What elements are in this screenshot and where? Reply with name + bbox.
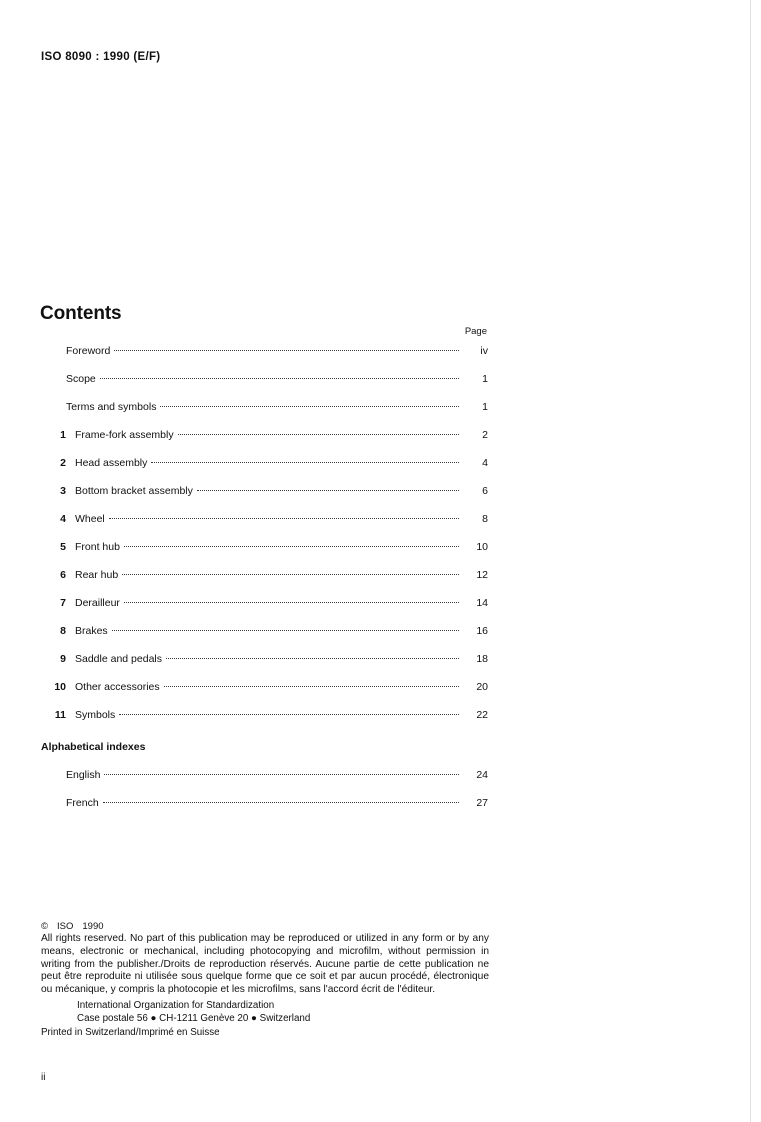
toc-entry-label: Wheel [75,513,105,525]
leader-dots [112,629,459,631]
leader-dots [104,773,459,775]
toc-entry-page-number: 16 [476,625,488,637]
alphabetical-indexes-heading: Alphabetical indexes [41,741,146,753]
leader-dots [166,657,459,659]
toc-entry-page-number: 14 [476,597,488,609]
address-line-2: Case postale 56 ● CH-1211 Genève 20 ● Switzerland [77,1012,311,1024]
toc-entry-label: Scope [66,373,96,385]
toc-entry-page-number: 10 [476,541,488,553]
toc-entry-label: Brakes [75,625,108,637]
leader-dots [124,545,459,547]
toc-entry-row[interactable] [41,429,488,457]
toc-entry-number: 3 [60,485,66,497]
toc-entry-page-number: 6 [482,485,488,497]
iso-address [41,1000,491,1025]
toc-entry-number: 11 [54,709,66,721]
toc-entry-page-number: 18 [476,653,488,665]
toc-entry-row[interactable] [41,625,488,653]
toc-entry-page-number: 12 [476,569,488,581]
index-entry-row[interactable] [41,797,488,825]
toc-entry-row[interactable] [41,597,488,625]
printed-in-line: Printed in Switzerland/Imprimé en Suisse [41,1027,220,1039]
toc-entry-number: 6 [60,569,66,581]
leader-dots [103,801,459,803]
toc-entry-row[interactable] [41,513,488,541]
index-entry-label: French [66,797,99,809]
copyright-text: All rights reserved. No part of this publication may be reproduced or utilized in any form or by any means, electronic or mechanical, including photocopying and microfilm, without permission in writing from the publisher./Droits de reproduction réservés. Aucune partie de cette publication ne peut être reproduite ni utilisée sous quelque forme que ce soit et par aucun procédé, électronique ou mécanique, y compris la photocopie et les microfilms, sans l'accord écrit de l'éditeur. [41,933,489,996]
copyright-block [41,921,491,1038]
toc-entry-row[interactable] [41,345,488,373]
toc-entry-number: 4 [60,513,66,525]
toc-entry-label: Other accessories [75,681,160,693]
toc-entry-page-number: 2 [482,429,488,441]
toc-entry-page-number: 22 [476,709,488,721]
toc-entry-label: Rear hub [75,569,119,581]
toc-entry-label: Frame-fork assembly [75,429,174,441]
toc-entry-number: 5 [60,541,66,553]
address-line-1: International Organization for Standardization [77,999,275,1011]
page-column-header: Page [464,326,487,337]
toc-entry-page-number: 1 [482,373,488,385]
index-entry-page-number: 27 [476,797,488,809]
toc-entry-row[interactable] [41,681,488,709]
leader-dots [100,377,459,379]
index-entry-page-number: 24 [476,769,488,781]
toc-entry-label: Terms and symbols [66,401,157,413]
toc-entry-page-number: 1 [482,401,488,413]
toc-entry-number: 10 [54,681,66,693]
toc-entry-label: Derailleur [75,597,120,609]
toc-entry-number: 8 [60,625,66,637]
toc-entry-row[interactable] [41,541,488,569]
index-entry-label: English [66,769,101,781]
toc-entry-label: Front hub [75,541,120,553]
folio-page-number: ii [41,1072,46,1083]
toc-entry-number: 2 [60,457,66,469]
toc-entry-row[interactable] [41,373,488,401]
toc-entry-page-number: 20 [476,681,488,693]
leader-dots [151,461,459,463]
toc-entry-row[interactable] [41,485,488,513]
toc-entry-label: Foreword [66,345,111,357]
leader-dots [160,405,459,407]
toc-entry-row[interactable] [41,457,488,485]
toc-entry-list [41,345,488,737]
toc-entry-label: Saddle and pedals [75,653,162,665]
toc-entry-label: Symbols [75,709,116,721]
table-of-contents [41,326,488,825]
toc-entry-number: 7 [60,597,66,609]
toc-entry-row[interactable] [41,401,488,429]
toc-entry-number: 1 [60,429,66,441]
index-entry-row[interactable] [41,769,488,797]
toc-entry-label: Bottom bracket assembly [75,485,193,497]
running-head: ISO 8090 : 1990 (E/F) [41,51,161,63]
leader-dots [178,433,459,435]
scan-edge-line [750,0,751,1122]
copyright-org: ISO [57,921,74,932]
leader-dots [197,489,459,491]
leader-dots [124,601,459,603]
copyright-line [41,921,491,932]
copyright-year: 1990 [82,921,104,932]
leader-dots [109,517,459,519]
toc-entry-row[interactable] [41,653,488,681]
toc-entry-row[interactable] [41,709,488,737]
leader-dots [164,685,459,687]
index-entry-list [41,769,488,825]
toc-entry-page-number: 8 [482,513,488,525]
toc-entry-label: Head assembly [75,457,148,469]
page-title: Contents [40,303,122,324]
leader-dots [114,349,459,351]
toc-entry-row[interactable] [41,569,488,597]
toc-entry-page-number: 4 [482,457,488,469]
toc-entry-number: 9 [60,653,66,665]
leader-dots [122,573,459,575]
copyright-symbol: © [41,921,48,932]
toc-entry-page-number: iv [480,345,488,357]
leader-dots [119,713,459,715]
